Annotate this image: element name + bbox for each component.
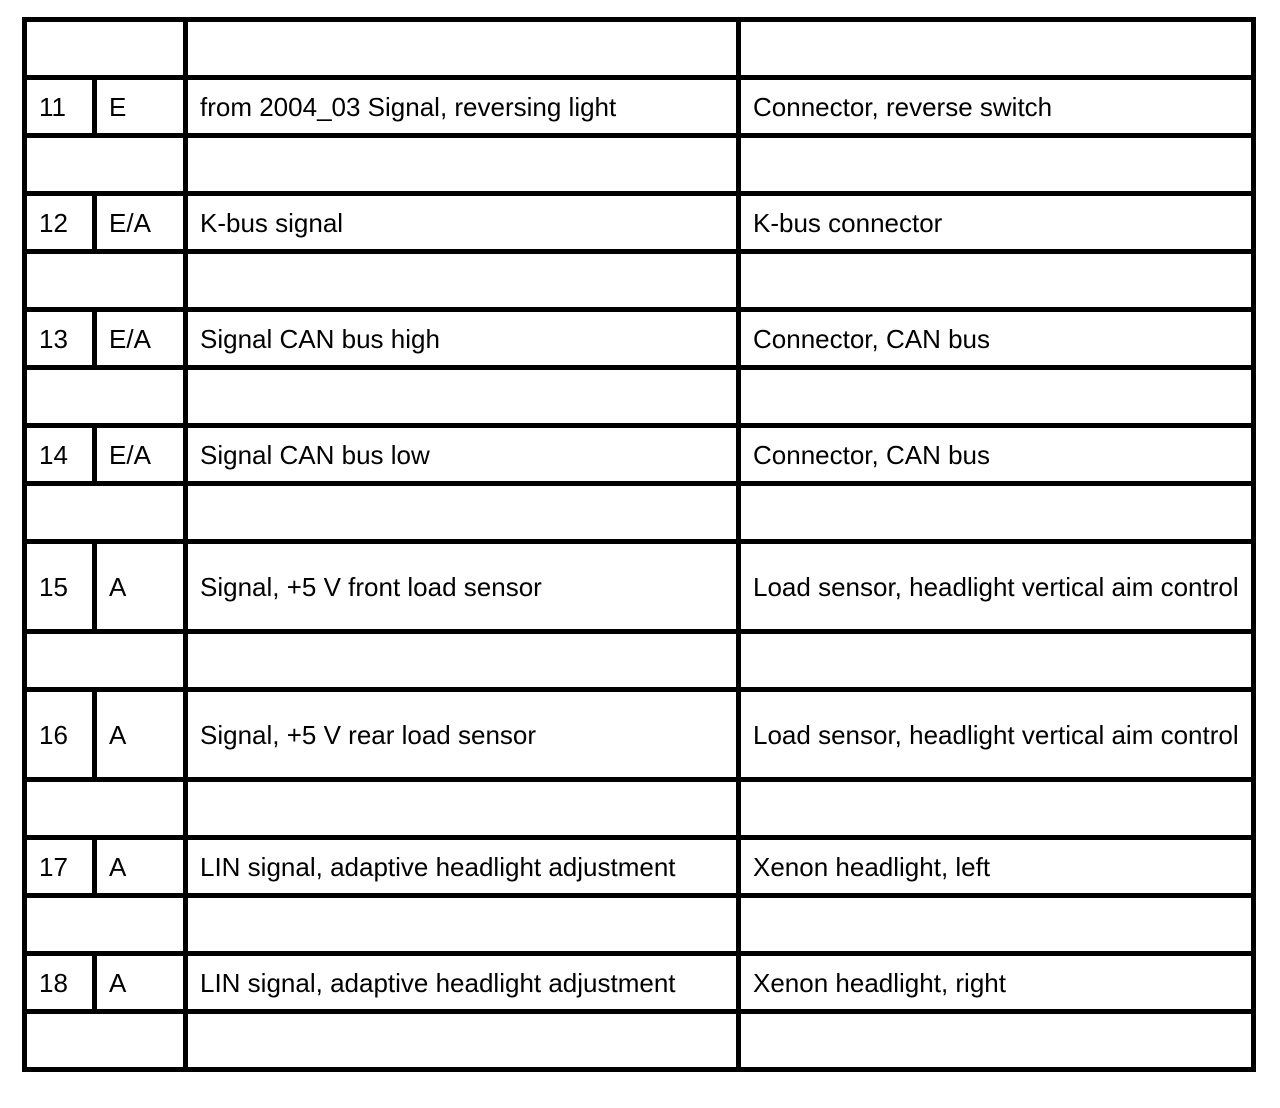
table-row: [25, 954, 1254, 1012]
pin-assignment-table: [22, 17, 1256, 1072]
connection-cell: Load sensor, headlight vertical aim control: [739, 690, 1254, 780]
spacer-cell: [739, 1012, 1254, 1070]
table-row-spacer: [25, 1012, 1254, 1070]
table-row-spacer: [25, 252, 1254, 310]
pin-cell: 14: [25, 426, 95, 484]
description-cell: K-bus signal: [186, 194, 739, 252]
table-row-spacer: [25, 368, 1254, 426]
table-row: [25, 310, 1254, 368]
spacer-cell: [739, 896, 1254, 954]
pin-cell: 13: [25, 310, 95, 368]
spacer-cell: [739, 20, 1254, 78]
signal-type-cell: E/A: [95, 426, 186, 484]
signal-type-cell: A: [95, 954, 186, 1012]
spacer-cell: [186, 368, 739, 426]
signal-type-cell: A: [95, 838, 186, 896]
pin-cell: 11: [25, 78, 95, 136]
connection-cell: Xenon headlight, left: [739, 838, 1254, 896]
spacer-cell: [186, 780, 739, 838]
spacer-cell: [739, 136, 1254, 194]
connection-cell: Connector, CAN bus: [739, 426, 1254, 484]
connection-cell: Connector, reverse switch: [739, 78, 1254, 136]
connection-cell: Load sensor, headlight vertical aim control: [739, 542, 1254, 632]
spacer-cell: [186, 20, 739, 78]
spacer-cell: [25, 896, 186, 954]
signal-type-cell: A: [95, 542, 186, 632]
spacer-cell: [739, 484, 1254, 542]
description-cell: Signal CAN bus high: [186, 310, 739, 368]
spacer-cell: [186, 632, 739, 690]
pin-cell: 15: [25, 542, 95, 632]
signal-type-cell: E: [95, 78, 186, 136]
spacer-cell: [739, 780, 1254, 838]
table-row-spacer: [25, 780, 1254, 838]
spacer-cell: [186, 1012, 739, 1070]
spacer-cell: [25, 780, 186, 838]
table-row-spacer: [25, 136, 1254, 194]
spacer-cell: [739, 368, 1254, 426]
spacer-cell: [186, 896, 739, 954]
spacer-cell: [186, 136, 739, 194]
spacer-cell: [25, 484, 186, 542]
table-row: [25, 78, 1254, 136]
spacer-cell: [739, 252, 1254, 310]
pin-cell: 18: [25, 954, 95, 1012]
spacer-cell: [25, 136, 186, 194]
description-cell: Signal, +5 V rear load sensor: [186, 690, 739, 780]
spacer-cell: [186, 252, 739, 310]
table-row-spacer: [25, 20, 1254, 78]
connection-cell: Xenon headlight, right: [739, 954, 1254, 1012]
table-row-spacer: [25, 896, 1254, 954]
pin-cell: 16: [25, 690, 95, 780]
table-row: [25, 426, 1254, 484]
spacer-cell: [25, 1012, 186, 1070]
description-cell: Signal CAN bus low: [186, 426, 739, 484]
description-cell: LIN signal, adaptive headlight adjustment: [186, 838, 739, 896]
description-cell: LIN signal, adaptive headlight adjustment: [186, 954, 739, 1012]
description-cell: Signal, +5 V front load sensor: [186, 542, 739, 632]
table-row: [25, 690, 1254, 780]
signal-type-cell: A: [95, 690, 186, 780]
table-row-spacer: [25, 484, 1254, 542]
signal-type-cell: E/A: [95, 194, 186, 252]
spacer-cell: [25, 20, 186, 78]
table-row-spacer: [25, 632, 1254, 690]
connection-cell: K-bus connector: [739, 194, 1254, 252]
signal-type-cell: E/A: [95, 310, 186, 368]
description-cell: from 2004_03 Signal, reversing light: [186, 78, 739, 136]
table-row: [25, 838, 1254, 896]
spacer-cell: [739, 632, 1254, 690]
spacer-cell: [25, 368, 186, 426]
pin-cell: 12: [25, 194, 95, 252]
table-row: [25, 194, 1254, 252]
table-row: [25, 542, 1254, 632]
connection-cell: Connector, CAN bus: [739, 310, 1254, 368]
spacer-cell: [186, 484, 739, 542]
spacer-cell: [25, 252, 186, 310]
spacer-cell: [25, 632, 186, 690]
pin-cell: 17: [25, 838, 95, 896]
